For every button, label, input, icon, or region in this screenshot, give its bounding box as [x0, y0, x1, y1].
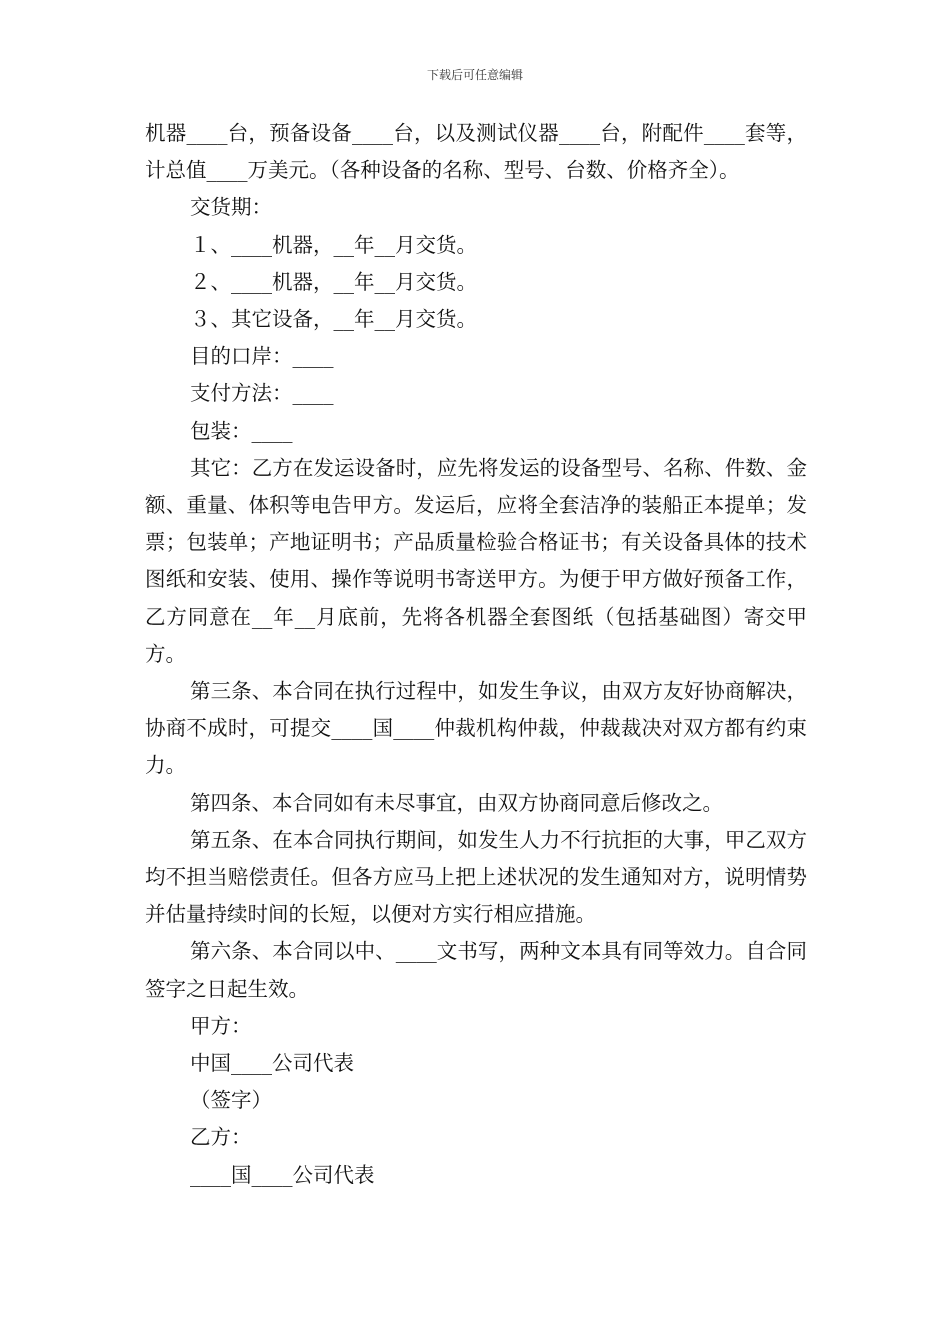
delivery-item-1: １、____机器，__年__月交货。 [190, 232, 477, 257]
other-terms-paragraph: 其它：乙方在发运设备时，应先将发运的设备型号、名称、件数、金额、重量、体积等电告甲方。发运后，应将全套洁净的装船正本提单；发票；包装单；产地证明书；产品质量检验合格证书；有关设备具体的技术图纸和安装、使用、操作等说明书寄送甲方。为便于甲方做好预备工作，乙方同意在__年__月底前，先将各机器全套图纸（包括基础图）寄交甲方。 [145, 455, 807, 666]
party-b-representative: ____国____公司代表 [190, 1162, 375, 1187]
packaging: 包装：____ [190, 418, 293, 443]
article-3-paragraph: 第三条、本合同在执行过程中，如发生争议，由双方友好协商解决，协商不成时，可提交____国____仲裁机构仲裁，仲裁裁决对双方都有约束力。 [145, 679, 807, 778]
delivery-item-2: ２、____机器，__年__月交货。 [190, 269, 477, 294]
signature-label: （签字） [190, 1088, 272, 1113]
page-header: 下载后可任意编辑 [426, 68, 523, 82]
party-a-label: 甲方： [190, 1013, 252, 1038]
party-b-label: 乙方： [190, 1125, 252, 1150]
party-a-representative: 中国____公司代表 [190, 1051, 354, 1076]
equipment-paragraph: 机器____台，预备设备____台，以及测试仪器____台，附配件____套等，计总值____万美元。（各种设备的名称、型号、台数、价格齐全）。 [145, 121, 807, 183]
article-5-paragraph: 第五条、在本合同执行期间，如发生人力不行抗拒的大事，甲乙双方均不担当赔偿责任。但各方应马上把上述状况的发生通知对方，说明情势并估量持续时间的长短，以便对方实行相应措施。 [145, 827, 807, 927]
delivery-heading: 交货期： [190, 195, 272, 220]
document-body [145, 115, 807, 1194]
delivery-item-3: ３、其它设备，__年__月交货。 [190, 307, 477, 332]
destination-port: 目的口岸：____ [190, 344, 334, 369]
payment-method: 支付方法：____ [190, 381, 334, 406]
article-4-paragraph: 第四条、本合同如有未尽事宜，由双方协商同意后修改之。 [190, 790, 723, 815]
article-6-paragraph: 第六条、本合同以中、____文书写，两种文本具有同等效力。自合同签字之日起生效。 [145, 939, 807, 1001]
